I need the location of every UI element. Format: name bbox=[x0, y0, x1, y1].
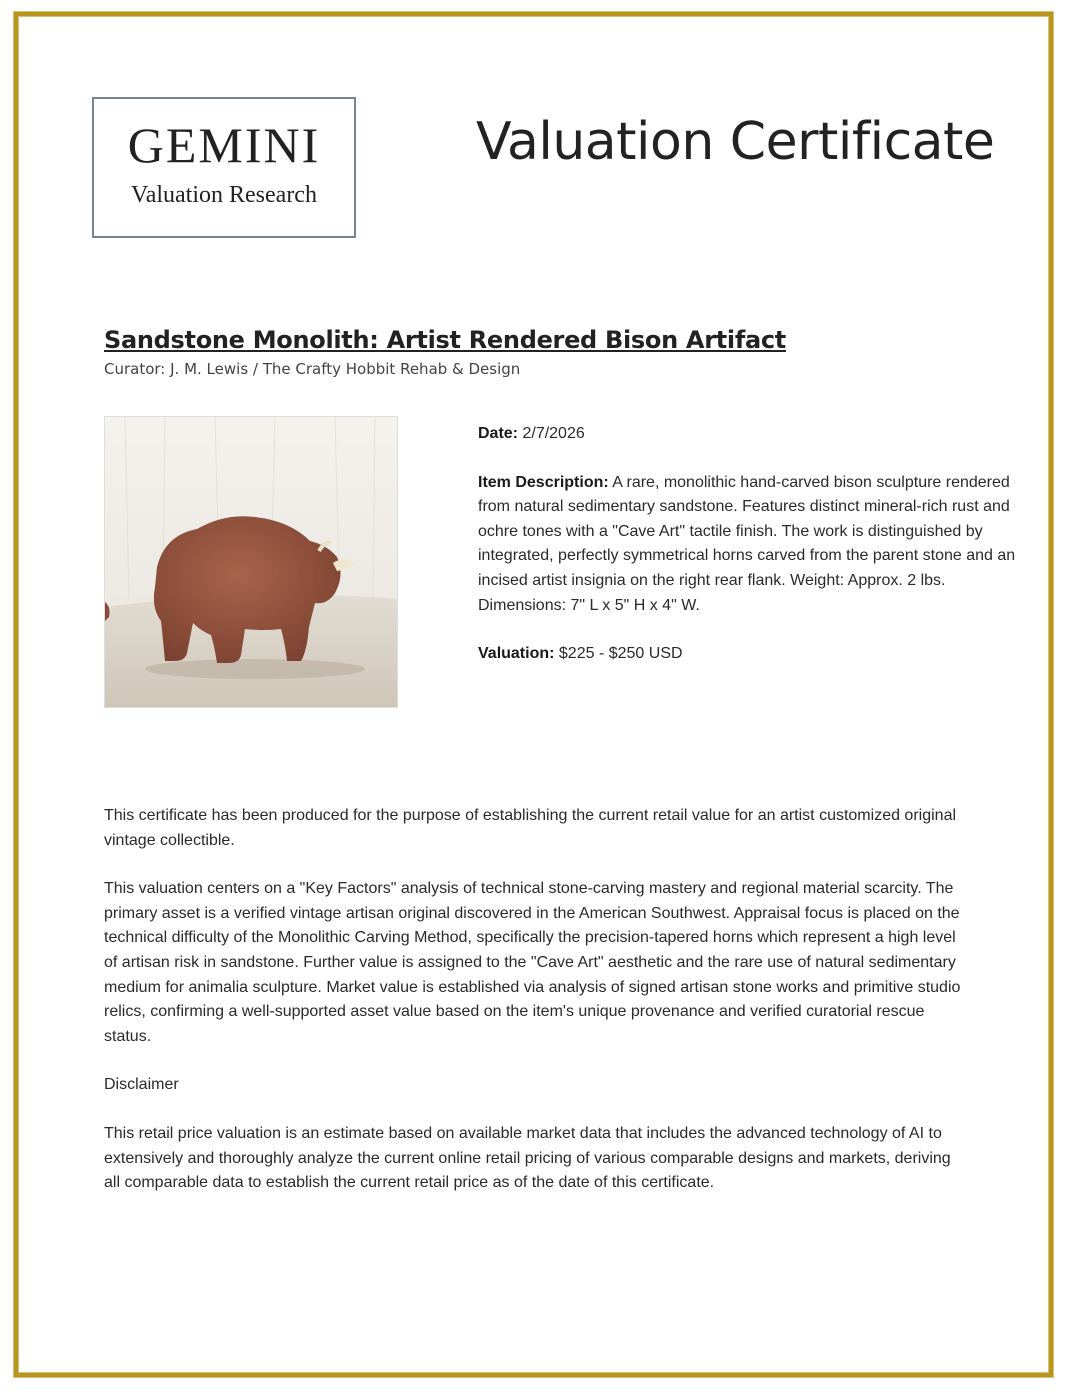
certificate-body bbox=[104, 804, 964, 1220]
analysis-paragraph: This valuation centers on a "Key Factors" analysis of technical stone-carving mastery and regional material scarcity. The primary asset is a verified vintage artisan original discovered in the American Southwest. Appraisal focus is placed on the technical difficulty of the Monolithic Carving Method, specifically the precision-tapered horns which represent a high level of artisan risk in sandstone. Further value is assigned to the "Cave Art" aesthetic and the rare use of natural sedimentary medium for animalia sculpture. Market value is established via analysis of signed artisan stone works and primitive studio relics, confirming a well-supported asset value based on the item's unique provenance and verified curatorial rescue status. bbox=[104, 880, 961, 1045]
logo-sub-text: Valuation Research bbox=[131, 182, 317, 208]
sculpture-photo bbox=[104, 416, 398, 708]
logo-main-text: GEMINI bbox=[127, 117, 321, 173]
company-logo bbox=[92, 97, 356, 238]
disclaimer-text: This retail price valuation is an estimate based on available market data that includes the advanced technology of AI to extensively and thoroughly analyze the current online retail pricing of various comparable designs and markets, deriving all comparable data to establish the current retail price as of the date of this certificate. bbox=[104, 1124, 951, 1192]
certificate-title: Valuation Certificate bbox=[476, 112, 995, 172]
item-title: Sandstone Monolith: Artist Rendered Bison Artifact bbox=[104, 326, 786, 354]
date-line bbox=[478, 422, 1018, 447]
valuation-value: $225 - $250 USD bbox=[558, 645, 683, 663]
bison-sculpture-image bbox=[105, 417, 397, 707]
curator-line: Curator: J. M. Lewis / The Crafty Hobbit Rehab & Design bbox=[104, 360, 521, 378]
item-details bbox=[478, 422, 1018, 691]
valuation-label: Valuation: bbox=[478, 645, 555, 663]
description-label: Item Description: bbox=[478, 473, 609, 491]
date-value: 2/7/2026 bbox=[522, 425, 585, 442]
date-label: Date: bbox=[478, 425, 519, 442]
description-line bbox=[478, 471, 1018, 619]
purpose-paragraph: This certificate has been produced for the purpose of establishing the current retail value for an artist customized original vintage collectible. bbox=[104, 807, 957, 849]
description-value: A rare, monolithic hand-carved bison sculpture rendered from natural sedimentary sandstone. Features distinct mineral-rich rust and ochre tones with a "Cave Art" tactile finish. The work is distinguished by integrated, perfectly symmetrical horns carved from the parent stone and an incised artist insignia on the right rear flank. Weight: Approx. 2 lbs. Dimensions: 7" L x 5" H x 4" W. bbox=[478, 473, 1016, 614]
disclaimer-heading: Disclaimer bbox=[104, 1076, 179, 1094]
valuation-line bbox=[478, 642, 1018, 667]
